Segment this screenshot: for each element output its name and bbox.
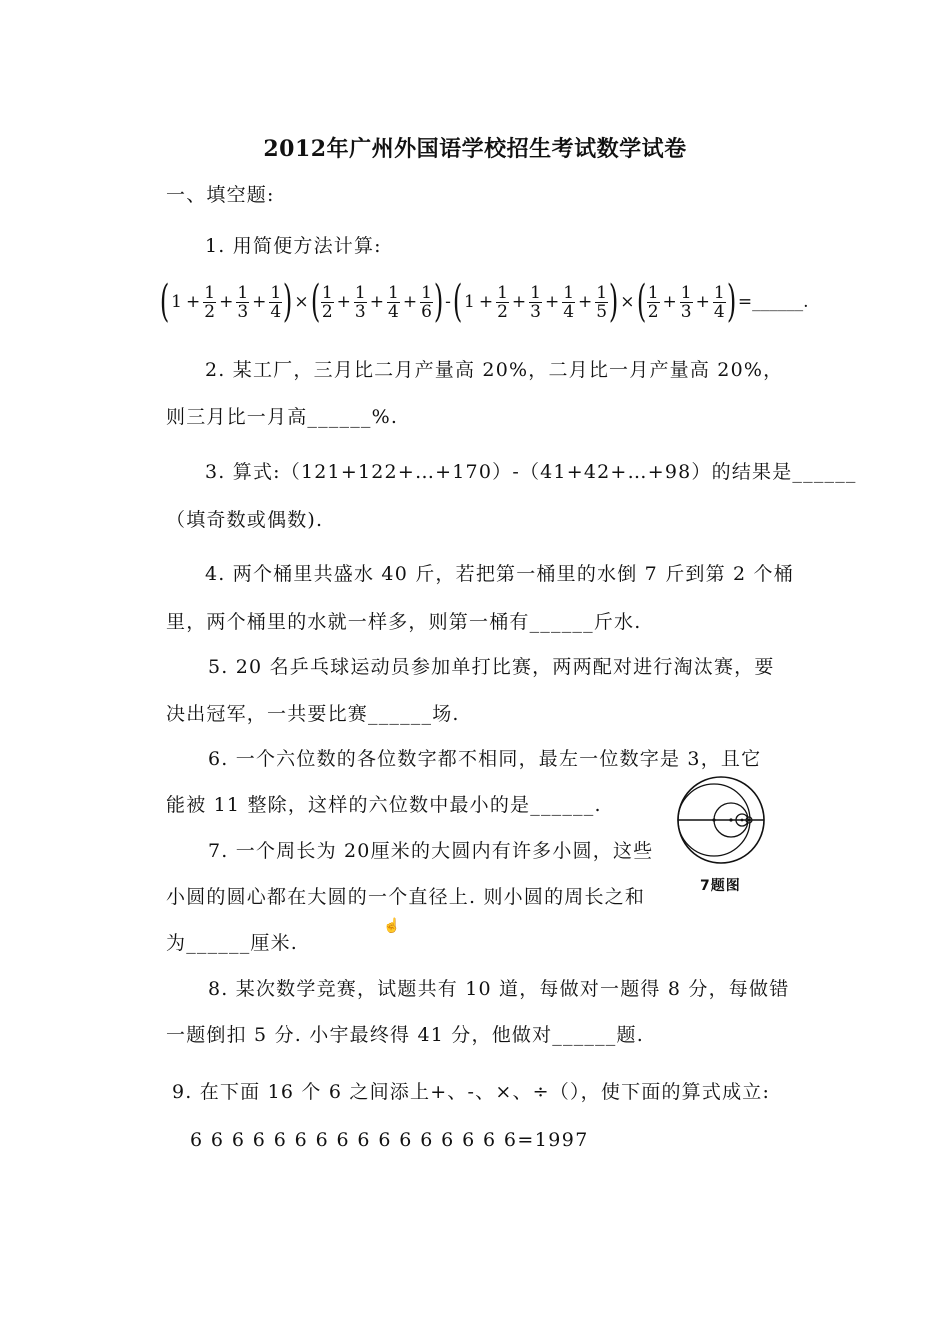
q4-line2: 里，两个桶里的水就一样多，则第一桶有______斤水. <box>166 611 642 633</box>
right-paren: ) <box>608 276 619 327</box>
q9-line1: 9. 在下面 16 个 6 之间添上+、-、×、÷（），使下面的算式成立: <box>172 1081 771 1103</box>
fraction: $\frac{1}{3}$ <box>237 282 249 322</box>
plus-sign: + <box>695 292 710 312</box>
q4-line1: 4. 两个桶里共盛水 40 斤，若把第一桶里的水倒 7 斤到第 2 个桶 <box>205 563 794 585</box>
plus-sign: + <box>369 292 384 312</box>
operator: - <box>445 292 451 312</box>
fraction: $\frac{1}{2}$ <box>321 282 333 322</box>
plus-sign: + <box>402 292 418 312</box>
q8-line2: 一题倒扣 5 分. 小宇最终得 41 分，他做对______题. <box>166 1024 644 1046</box>
plus-sign: + <box>662 292 677 312</box>
hand-cursor-icon: ☝ <box>383 918 401 934</box>
fraction: $\frac{1}{5}$ <box>596 282 608 322</box>
q1-expression <box>160 272 811 332</box>
plus-sign: + <box>578 292 593 312</box>
right-paren: ) <box>433 276 444 327</box>
operator: × <box>620 292 635 312</box>
fraction: $\frac{1}{2}$ <box>497 282 508 322</box>
plus-sign: + <box>478 292 494 312</box>
fraction: $\frac{1}{3}$ <box>354 282 366 322</box>
fraction: $\frac{1}{4}$ <box>270 282 282 322</box>
plus-sign: + <box>186 292 201 312</box>
q3-line1: 3. 算式:（121+122+…+170）-（41+42+…+98）的结果是______ <box>205 461 857 483</box>
q7-line1: 7. 一个周长为 20厘米的大圆内有许多小圆，这些 <box>208 840 654 862</box>
operator: × <box>294 292 309 312</box>
q6-line2: 能被 11 整除，这样的六位数中最小的是______. <box>166 794 602 816</box>
plus-sign: + <box>219 292 234 312</box>
q2-line2: 则三月比一月高______%. <box>166 406 399 428</box>
page-title: 2012年广州外国语学校招生考试数学试卷 <box>263 136 687 162</box>
fraction: $\frac{1}{3}$ <box>530 282 541 322</box>
plus-sign: + <box>336 292 351 312</box>
left-paren: ( <box>636 276 646 327</box>
fraction: $\frac{1}{2}$ <box>204 282 216 322</box>
q7-line2: 小圆的圆心都在大圆的一个直径上. 则小圆的周长之和 <box>166 886 646 908</box>
q5-line2: 决出冠军，一共要比赛______场. <box>166 703 460 725</box>
q7-line3: 为______厘米. <box>166 932 299 954</box>
q8-line1: 8. 某次数学竞赛，试题共有 10 道，每做对一题得 8 分，每做错 <box>208 978 790 1000</box>
q2-line1: 2. 某工厂，三月比二月产量高 20%，二月比一月产量高 20%， <box>205 359 784 381</box>
left-paren: ( <box>310 276 320 327</box>
result-blank: =______. <box>737 292 809 312</box>
q1-label: 1. 用简便方法计算: <box>205 235 382 257</box>
fraction: $\frac{1}{3}$ <box>680 282 692 322</box>
section-heading: 一、填空题: <box>166 184 275 206</box>
fraction: $\frac{1}{4}$ <box>387 282 399 322</box>
right-paren: ) <box>726 276 737 327</box>
fraction: $\frac{1}{2}$ <box>647 282 659 322</box>
q6-line1: 6. 一个六位数的各位数字都不相同，最左一位数字是 3，且它 <box>208 748 762 770</box>
q7-circle-figure <box>672 775 790 865</box>
q3-line2: （填奇数或偶数). <box>166 509 324 531</box>
q9-line2: 6 6 6 6 6 6 6 6 6 6 6 6 6 6 6 6=1997 <box>190 1129 589 1151</box>
right-paren: ) <box>283 276 293 327</box>
integer-term: 1 <box>171 292 182 312</box>
fraction: $\frac{1}{4}$ <box>563 282 575 322</box>
left-paren: ( <box>452 276 463 327</box>
q5-line1: 5. 20 名乒乓球运动员参加单打比赛，两两配对进行淘汰赛，要 <box>208 656 775 678</box>
left-paren: ( <box>159 276 170 327</box>
plus-sign: + <box>252 292 267 312</box>
fraction: $\frac{1}{6}$ <box>421 282 432 322</box>
fraction: $\frac{1}{4}$ <box>713 282 725 322</box>
plus-sign: + <box>544 292 560 312</box>
plus-sign: + <box>511 292 527 312</box>
integer-term: 1 <box>463 292 475 312</box>
q7-figure-caption: 7题图 <box>700 878 741 894</box>
